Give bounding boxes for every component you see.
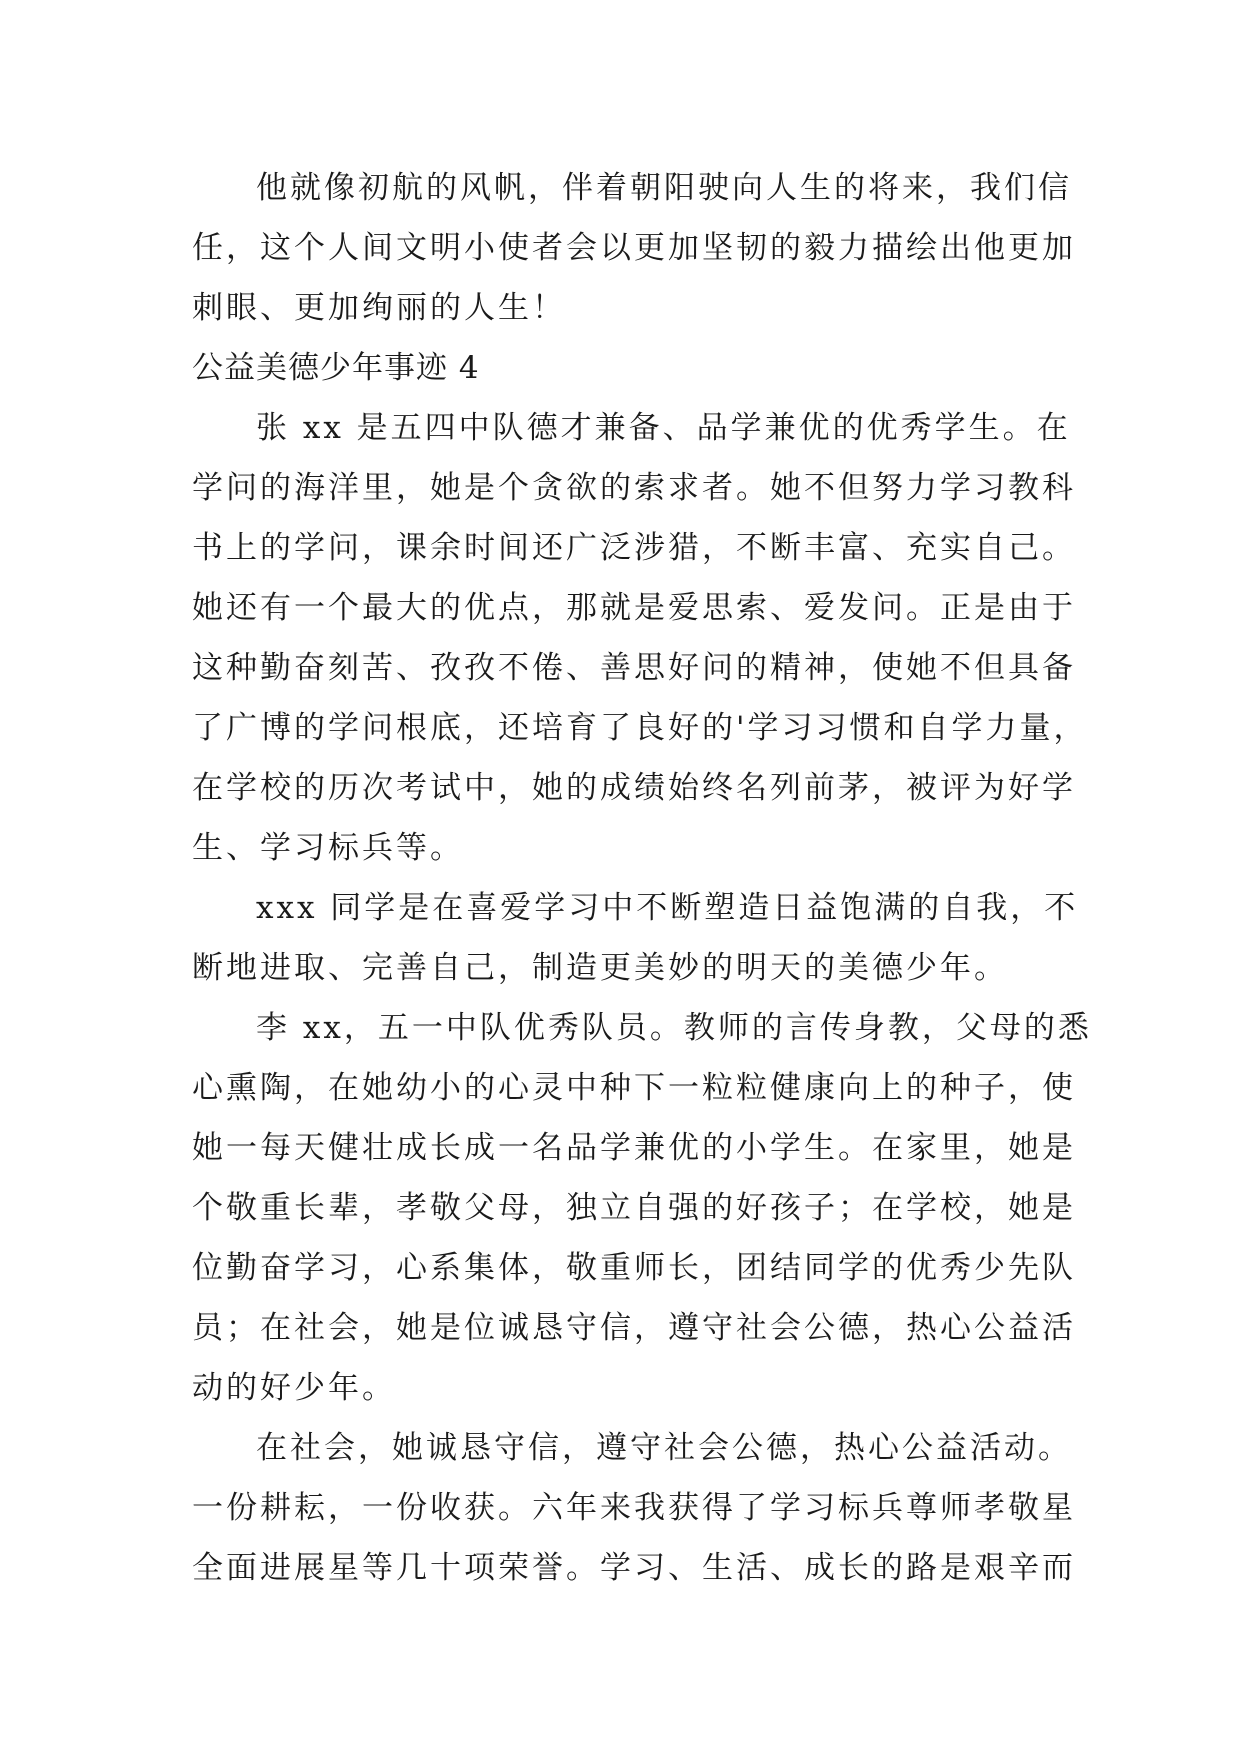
text-line: 了广博的学问根底，还培育了良好的'学习习惯和自学力量， [192, 710, 1088, 746]
text-line: 这种勤奋刻苦、孜孜不倦、善思好问的精神，使她不但具备 [192, 650, 1076, 686]
text-line: 个敬重长辈，孝敬父母，独立自强的好孩子；在学校，她是 [192, 1190, 1076, 1226]
document-body [192, 158, 1092, 1598]
text-line: 张 xx 是五四中队德才兼备、品学兼优的优秀学生。在 [256, 410, 1071, 446]
text-line: 刺眼、更加绚丽的人生！ [192, 290, 566, 326]
text-line: 她一每天健壮成长成一名品学兼优的小学生。在家里，她是 [192, 1130, 1076, 1166]
text-line: 一份耕耘，一份收获。六年来我获得了学习标兵尊师孝敬星 [192, 1490, 1076, 1526]
paragraph [192, 158, 1076, 338]
text-line: 心熏陶，在她幼小的心灵中种下一粒粒健康向上的种子，使 [192, 1070, 1076, 1106]
text-line: 生、学习标兵等。 [192, 830, 464, 866]
paragraph [192, 878, 1079, 998]
text-line: 他就像初航的风帆，伴着朝阳驶向人生的将来，我们信 [256, 170, 1072, 206]
text-line: 书上的学问，课余时间还广泛涉猎，不断丰富、充实自己。 [192, 530, 1076, 566]
text-line: 员；在社会，她是位诚恳守信，遵守社会公德，热心公益活 [192, 1310, 1076, 1346]
section-heading: 公益美德少年事迹 4 [192, 350, 480, 386]
text-line: 在社会，她诚恳守信，遵守社会公德，热心公益活动。 [256, 1430, 1072, 1466]
text-line: 任，这个人间文明小使者会以更加坚韧的毅力描绘出他更加 [192, 230, 1076, 266]
text-line: 动的好少年。 [192, 1370, 396, 1406]
text-line: 位勤奋学习，心系集体，敬重师长，团结同学的优秀少先队 [192, 1250, 1076, 1286]
text-line: 全面进展星等几十项荣誉。学习、生活、成长的路是艰辛而 [192, 1550, 1076, 1586]
text-line: 断地进取、完善自己，制造更美妙的明天的美德少年。 [192, 950, 1008, 986]
text-line: 在学校的历次考试中，她的成绩始终名列前茅，被评为好学 [192, 770, 1076, 806]
paragraph [192, 998, 1092, 1418]
text-line: 学问的海洋里，她是个贪欲的索求者。她不但努力学习教科 [192, 470, 1076, 506]
paragraph [192, 398, 1088, 878]
text-line: 李 xx，五一中队优秀队员。教师的言传身教，父母的悉 [256, 1010, 1092, 1046]
text-line: 她还有一个最大的优点，那就是爱思索、爱发问。正是由于 [192, 590, 1076, 626]
text-line: xxx 同学是在喜爱学习中不断塑造日益饱满的自我，不 [256, 890, 1079, 926]
paragraph [192, 1418, 1076, 1598]
